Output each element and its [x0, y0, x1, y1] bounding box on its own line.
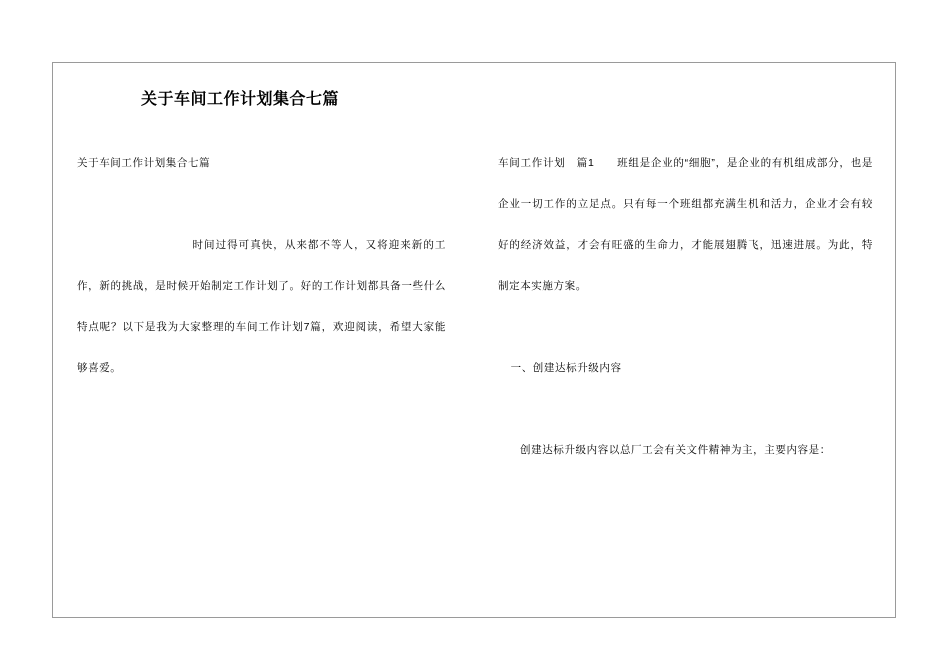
page-title: 关于车间工作计划集合七篇	[141, 91, 340, 108]
document-page-inner	[53, 63, 895, 617]
paragraph: 车间工作计划 篇1 班组是企业的“细胞”，是企业的有机组成部分，也是企业一切工作的立足点。只有每一个班组都充满生机和活力，企业才会有较好的经济效益，才会有旺盛的生命力，才能展翅腾飞，迅速进展。为此，特制定本实施方案。	[498, 157, 873, 292]
document-page	[52, 62, 896, 618]
paragraph: 时间过得可真快，从来都不等人，又将迎来新的工作，新的挑战，是时候开始制定工作计划了。好的工作计划都具备一些什么特点呢？以下是我为大家整理的车间工作计划7篇，欢迎阅读，希望大家能够喜爱。	[77, 239, 446, 374]
paragraph-spacer	[498, 389, 873, 430]
paragraph-spacer	[498, 307, 873, 348]
paragraph: 创建达标升级内容以总厂工会有关文件精神为主，主要内容是：	[520, 444, 831, 456]
section-heading: 一、创建达标升级内容	[510, 362, 622, 374]
paragraph: 关于车间工作计划集合七篇	[77, 157, 211, 169]
document-columns	[53, 143, 895, 471]
left-column	[53, 143, 474, 471]
right-column	[474, 143, 895, 471]
paragraph-spacer	[77, 184, 446, 225]
